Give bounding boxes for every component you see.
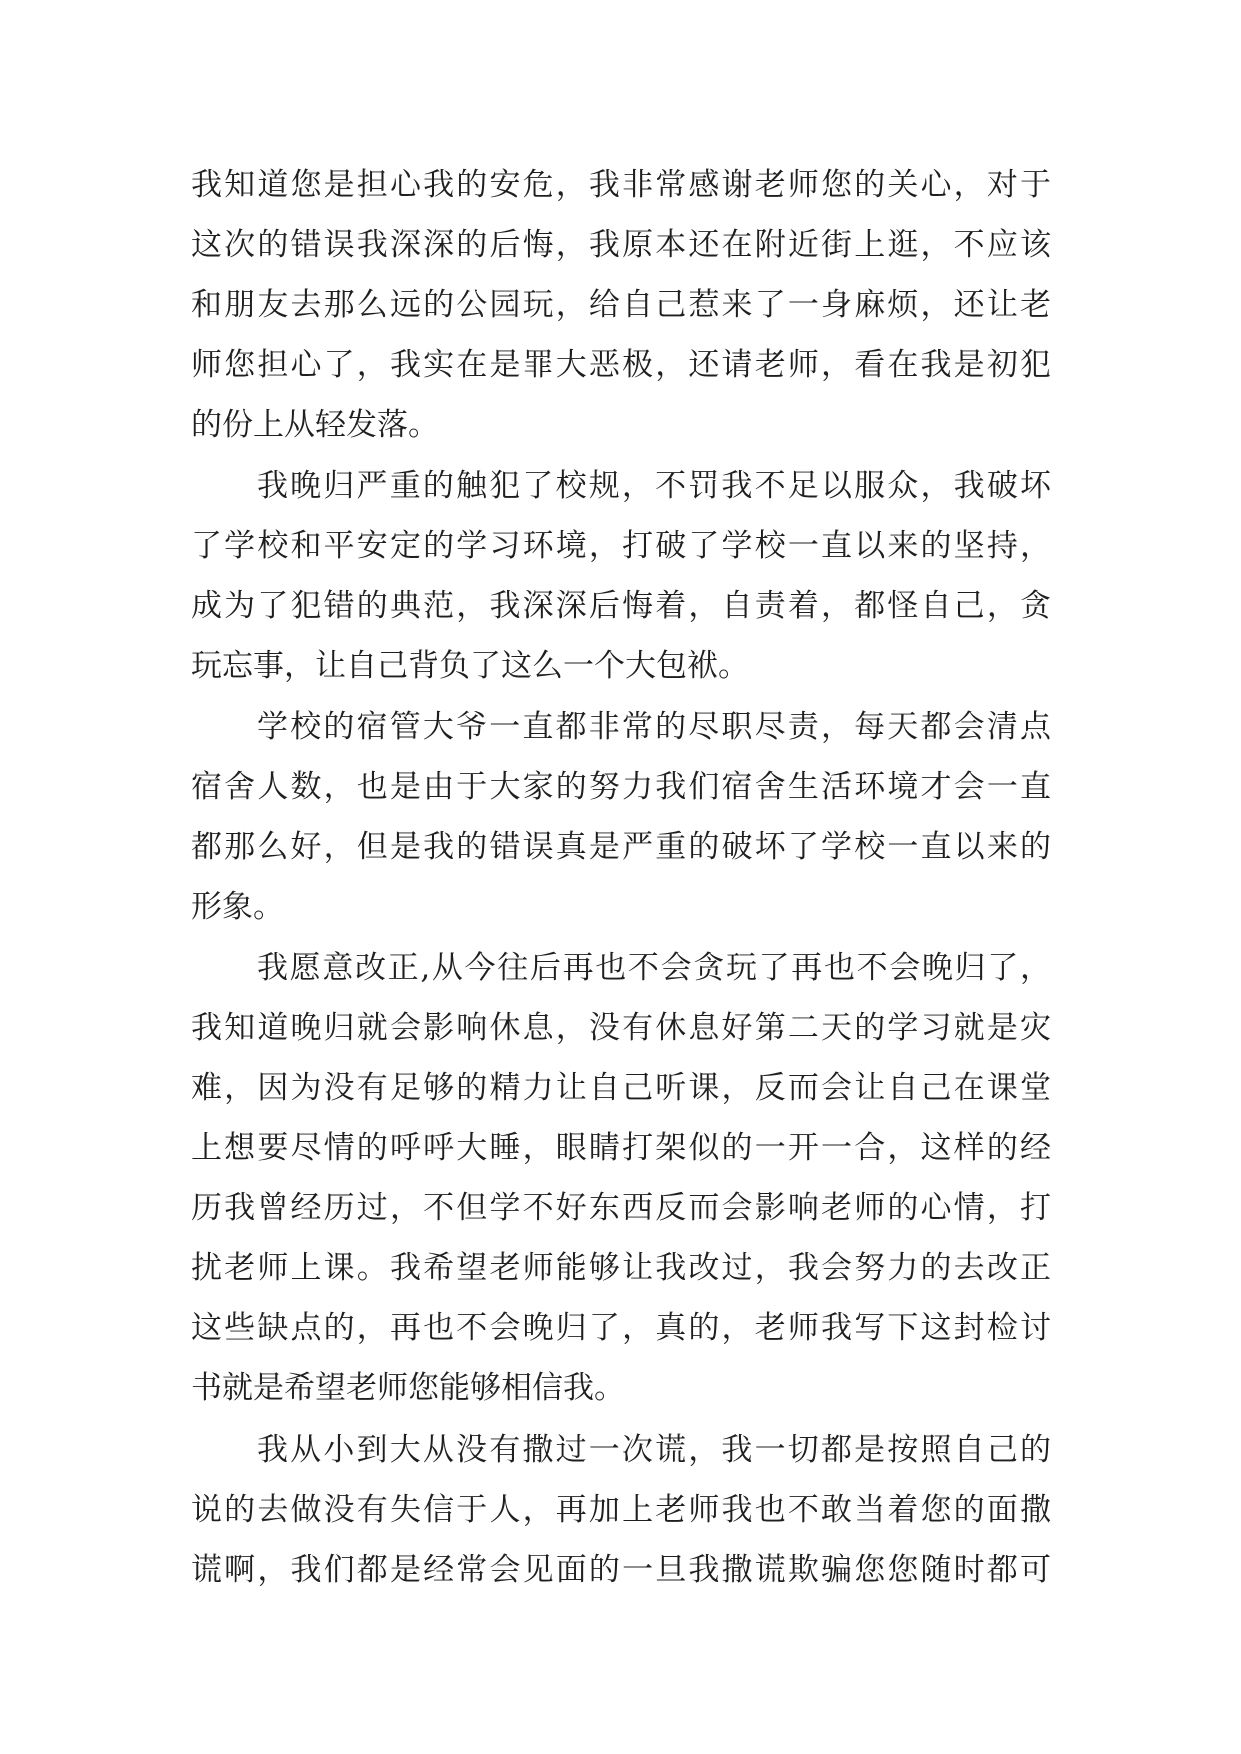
text-line: 这些缺点的，再也不会晚归了，真的，老师我写下这封检讨 [191, 1310, 1051, 1346]
text-line: 历我曾经历过，不但学不好东西反而会影响老师的心情，打 [191, 1190, 1051, 1226]
paragraph-first-line: 我愿意改正,从今往后再也不会贪玩了再也不会晚归了， [257, 950, 1051, 986]
text-line: 我知道晚归就会影响休息，没有休息好第二天的学习就是灾 [191, 1010, 1051, 1046]
text-line: 都那么好，但是我的错误真是严重的破坏了学校一直以来的 [191, 829, 1051, 865]
text-line: 和朋友去那么远的公园玩，给自己惹来了一身麻烦，还让老 [191, 287, 1051, 323]
text-line: 玩忘事，让自己背负了这么一个大包袱。 [191, 648, 749, 684]
text-line: 成为了犯错的典范，我深深后悔着，自责着，都怪自己，贪 [191, 588, 1051, 624]
text-line: 的份上从轻发落。 [191, 407, 439, 443]
text-line: 说的去做没有失信于人，再加上老师我也不敢当着您的面撒 [191, 1492, 1051, 1528]
paragraph-first-line: 我晚归严重的触犯了校规，不罚我不足以服众，我破坏 [257, 468, 1051, 504]
text-line: 书就是希望老师您能够相信我。 [191, 1370, 625, 1406]
text-line: 我知道您是担心我的安危，我非常感谢老师您的关心，对于 [191, 167, 1051, 203]
text-line: 宿舍人数，也是由于大家的努力我们宿舍生活环境才会一直 [191, 769, 1051, 805]
text-line: 了学校和平安定的学习环境，打破了学校一直以来的坚持， [191, 528, 1051, 564]
paragraph-first-line: 我从小到大从没有撒过一次谎，我一切都是按照自己的 [257, 1432, 1051, 1468]
paragraph-first-line: 学校的宿管大爷一直都非常的尽职尽责，每天都会清点 [257, 709, 1051, 745]
text-line: 难，因为没有足够的精力让自己听课，反而会让自己在课堂 [191, 1070, 1051, 1106]
text-line: 这次的错误我深深的后悔，我原本还在附近街上逛，不应该 [191, 227, 1051, 263]
text-line: 师您担心了，我实在是罪大恶极，还请老师，看在我是初犯 [191, 347, 1051, 383]
text-line: 上想要尽情的呼呼大睡，眼睛打架似的一开一合，这样的经 [191, 1130, 1051, 1166]
text-line: 形象。 [191, 889, 284, 925]
text-line: 谎啊，我们都是经常会见面的一旦我撒谎欺骗您您随时都可 [191, 1552, 1051, 1588]
text-line: 扰老师上课。我希望老师能够让我改过，我会努力的去改正 [191, 1250, 1051, 1286]
